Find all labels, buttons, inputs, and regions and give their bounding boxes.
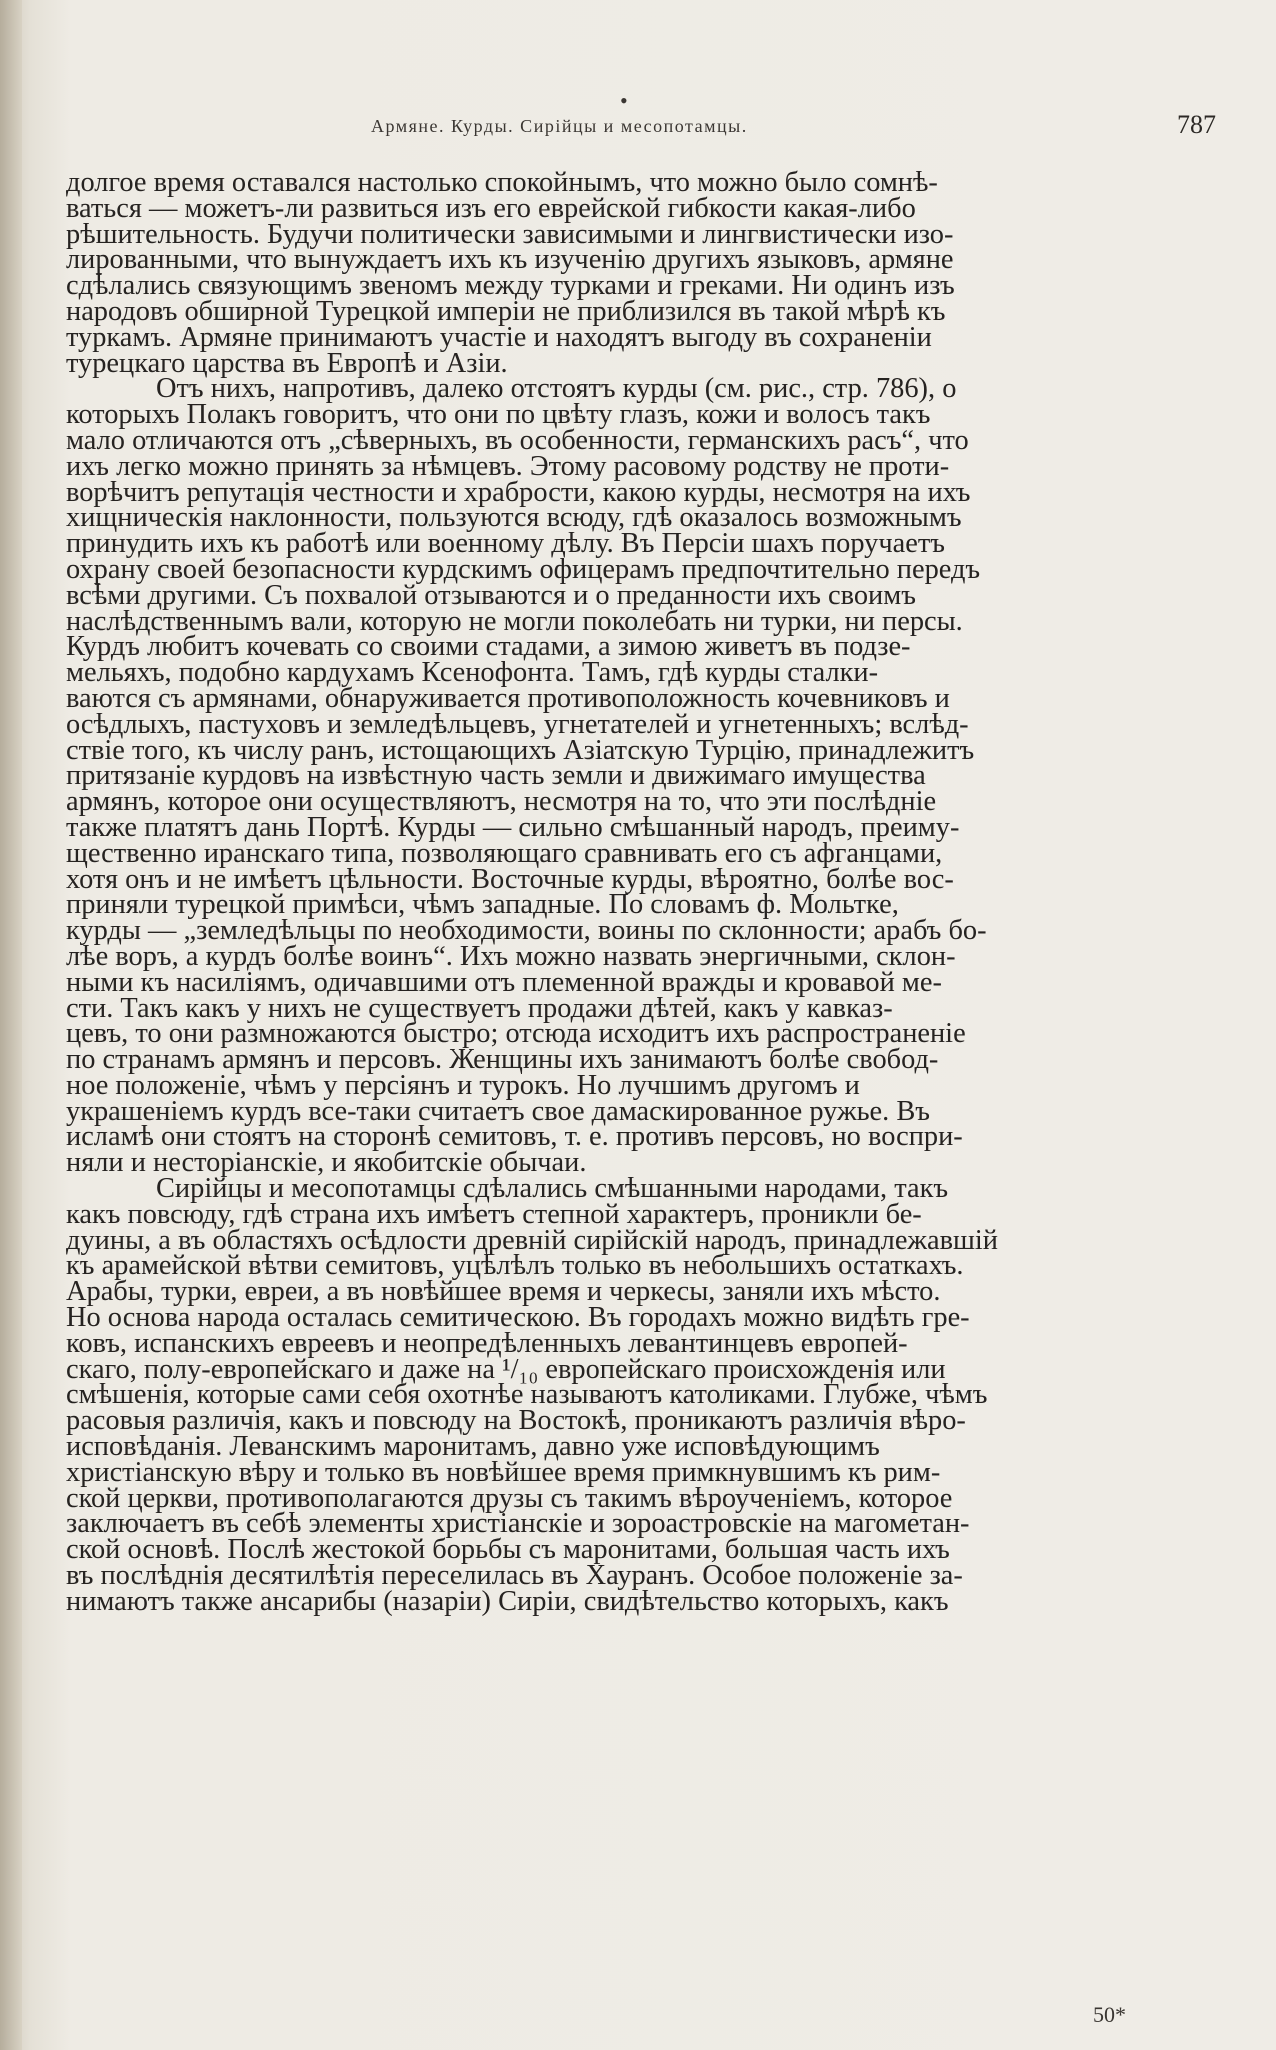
- text-line: лированными, что вынуждаетъ ихъ къ изученію другихъ языковъ, армяне: [66, 244, 954, 276]
- text-line: ской основѣ. Послѣ жестокой борьбы съ маронитами, большая часть ихъ: [66, 1534, 950, 1566]
- text-line: какъ повсюду, гдѣ страна ихъ имѣетъ степной характеръ, проникли бе-: [66, 1198, 922, 1230]
- text-line: ихъ легко можно принять за нѣмцевъ. Этому расовому родству не проти-: [66, 450, 950, 482]
- text-line: мельяхъ, подобно кардухамъ Ксенофонта. Тамъ, гдѣ курды сталки-: [66, 657, 879, 689]
- text-line: нимаютъ также ансарибы (назаріи) Сиріи, свидѣтельство которыхъ, какъ: [66, 1585, 949, 1617]
- text-line: хищническія наклонности, пользуются всюду, гдѣ оказалось возможнымъ: [66, 502, 962, 534]
- text-line: христіанскую вѣру и только въ новѣйшее время примкнувшимъ къ рим-: [66, 1456, 941, 1488]
- text-line: Но основа народа осталась семитическою. Въ городахъ можно видѣть гре-: [66, 1302, 970, 1334]
- text-line: по странамъ армянъ и персовъ. Женщины ихъ занимаютъ болѣе свобод-: [66, 1044, 939, 1076]
- text-line: смѣшенія, которые сами себя охотнѣе называютъ католиками. Глубже, чѣмъ: [66, 1379, 988, 1411]
- text-line: также платятъ дань Портѣ. Курды — сильно смѣшанный народъ, преиму-: [66, 811, 960, 843]
- text-line: ваются съ армянами, обнаруживается противоположность кочевниковъ и: [66, 682, 950, 714]
- text-line: притязаніе курдовъ на извѣстную часть земли и движимаго имущества: [66, 760, 926, 792]
- text-line: ваться — можетъ-ли развиться изъ его еврейской гибкости какая-либо: [66, 192, 916, 224]
- text-line: народовъ обширной Турецкой имперіи не приблизился въ такой мѣрѣ къ: [66, 295, 946, 327]
- text-line: хотя онъ и не имѣетъ цѣльности. Восточные курды, вѣроятно, болѣе вос-: [66, 863, 954, 895]
- text-line: наслѣдственнымъ вали, которую не могли поколебать ни турки, ни персы.: [66, 605, 963, 637]
- text-line: щественно иранскаго типа, позволяющаго сравнивать его съ афганцами,: [66, 837, 943, 869]
- text-line: принудить ихъ къ работѣ или военному дѣлу. Въ Персіи шахъ поручаетъ: [66, 528, 945, 560]
- page-number: 787: [1177, 110, 1216, 139]
- text-line: ствіе того, къ числу ранъ, истощающихъ Азіатскую Турцію, принадлежитъ: [66, 734, 975, 766]
- running-head: • Армяне. Курды. Сирійцы и месопотамцы. 787: [371, 88, 1216, 139]
- text-line: мало отличаются отъ „сѣверныхъ, въ особенности, германскихъ расъ“, что: [66, 424, 969, 456]
- text-line: заключаетъ въ себѣ элементы христіанскіе и зороастровскіе на магометан-: [66, 1508, 970, 1540]
- text-line: ковъ, испанскихъ евреевъ и неопредѣленныхъ левантинцевъ европей-: [66, 1327, 908, 1359]
- text-line: сти. Такъ какъ у нихъ не существуетъ продажи дѣтей, какъ у кавказ-: [66, 992, 893, 1024]
- text-line: украшеніемъ курдъ все-таки считаетъ свое дамаскированное ружье. Въ: [66, 1095, 930, 1127]
- text-line: приняли турецкой примѣси, чѣмъ западные. По словамъ ф. Мольтке,: [66, 889, 899, 921]
- text-line: лѣе воръ, а курдъ болѣе воинъ“. Ихъ можно назвать энергичными, склон-: [66, 940, 956, 972]
- text-line: курды — „земледѣльцы по необходимости, воины по склонности; арабъ бо-: [66, 915, 987, 947]
- book-spine-shadow: [0, 0, 22, 2050]
- text-line: ными къ насиліямъ, одичавшими отъ племенной вражды и кровавой ме-: [66, 966, 942, 998]
- text-line: исламѣ они стоятъ на сторонѣ семитовъ, т. е. противъ персовъ, но воспри-: [66, 1121, 963, 1153]
- text-line: няли и несторіанскіе, и якобитскіе обычаи.: [66, 1147, 587, 1179]
- text-line: всѣми другими. Съ похвалой отзываются и о преданности ихъ своимъ: [66, 579, 916, 611]
- text-line: долгое время оставался настолько спокойнымъ, что можно было сомнѣ-: [66, 167, 938, 198]
- text-line: которыхъ Полакъ говоритъ, что они по цвѣту глазъ, кожи и волосъ такъ: [66, 399, 931, 431]
- paragraph-start-line: Сирійцы и месопотамцы сдѣлались смѣшанными народами, такъ: [156, 1173, 949, 1205]
- text-line: ворѣчитъ репутація честности и храбрости, какою курды, несмотря на ихъ: [66, 476, 971, 508]
- text-line: исповѣданія. Леванскимъ маронитамъ, давно уже исповѣдующимъ: [66, 1431, 880, 1463]
- text-line: дуины, а въ областяхъ осѣдлости древній сирійскій народъ, принадлежавшій: [66, 1224, 998, 1256]
- text-line: туркамъ. Армяне принимаютъ участіе и находятъ выгоду въ сохраненіи: [66, 321, 932, 353]
- text-line: къ арамейской вѣтви семитовъ, уцѣлѣлъ только въ небольшихъ остаткахъ.: [66, 1250, 964, 1282]
- text-line: рѣшительность. Будучи политически зависимыми и лингвистически изо-: [66, 218, 954, 250]
- running-head-title: Армяне. Курды. Сирійцы и месопотамцы.: [371, 116, 748, 136]
- text-line: сдѣлались связующимъ звеномъ между турками и греками. Ни одинъ изъ: [66, 270, 955, 302]
- text-line: осѣдлыхъ, пастуховъ и земледѣльцевъ, угнетателей и угнетенныхъ; вслѣд-: [66, 708, 969, 740]
- text-line: цевъ, то они размножаются быстро; отсюда исходитъ ихъ распространеніе: [66, 1018, 966, 1050]
- text-line: въ послѣднія десятилѣтія переселилась въ Хауранъ. Особое положеніе за-: [66, 1560, 963, 1592]
- text-line: расовыя различія, какъ и повсюду на Востокѣ, проникаютъ различія вѣро-: [66, 1405, 966, 1437]
- text-line: ской церкви, противополагаются друзы съ такимъ вѣроученіемъ, которое: [66, 1482, 953, 1514]
- body-text: [66, 167, 1212, 1617]
- paragraph-start-line: Отъ нихъ, напротивъ, далеко отстоятъ курды (см. рис., стр. 786), о: [156, 373, 957, 405]
- text-line: Курдъ любитъ кочевать со своими стадами, а зимою живетъ въ подзе-: [66, 631, 911, 663]
- text-line: армянъ, которое они осуществляютъ, несмотря на то, что эти послѣдніе: [66, 786, 937, 818]
- signature-mark: 50*: [1093, 2002, 1126, 2027]
- text-line: охрану своей безопасности курдскимъ офицерамъ предпочтительно передъ: [66, 553, 981, 585]
- text-line: скаго, полу-европейскаго и даже на ¹/₁₀ европейскаго происхожденія или: [66, 1353, 946, 1385]
- text-line: турецкаго царства въ Европѣ и Азіи.: [66, 347, 508, 379]
- text-line: ное положеніе, чѣмъ у персіянъ и турокъ. Но лучшимъ другомъ и: [66, 1069, 860, 1101]
- text-line: Арабы, турки, евреи, а въ новѣйшее время и черкесы, заняли ихъ мѣсто.: [66, 1276, 941, 1308]
